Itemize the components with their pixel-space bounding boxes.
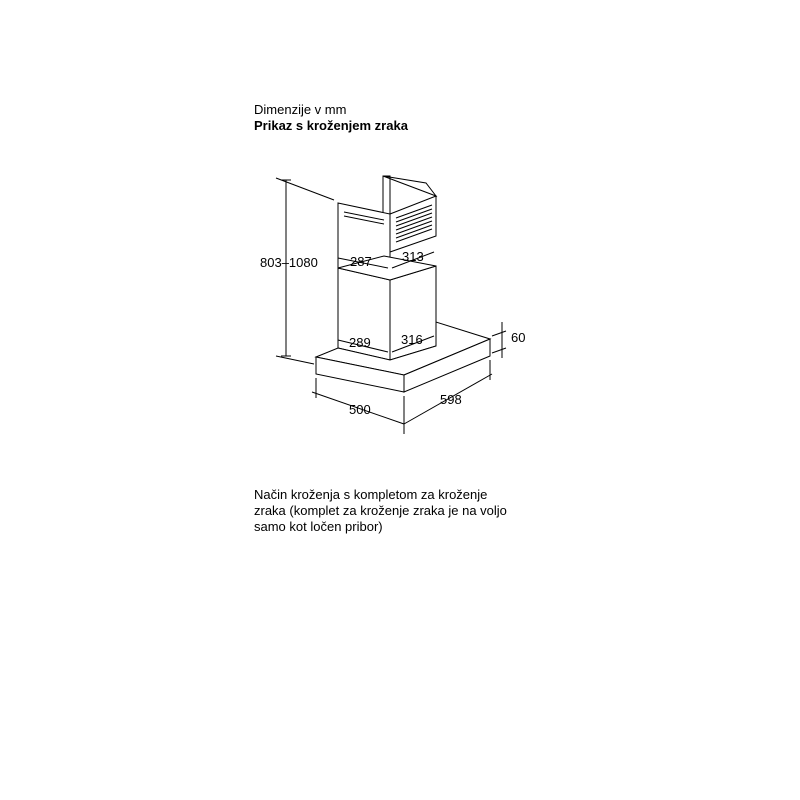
label-316: 316 <box>401 332 423 347</box>
label-height: 803–1080 <box>260 255 318 270</box>
label-289: 289 <box>349 335 371 350</box>
label-287: 287 <box>350 254 372 269</box>
view-title: Prikaz s kroženjem zraka <box>254 118 408 133</box>
thickness-dimension <box>492 322 506 358</box>
note-line-3: samo kot ločen pribor) <box>254 519 383 534</box>
note-line-1: Način kroženja s kompletom za kroženje <box>254 487 488 502</box>
units-caption: Dimenzije v mm <box>254 102 347 117</box>
label-60: 60 <box>511 330 526 345</box>
upper-chimney-top-edge <box>383 176 436 196</box>
label-598: 598 <box>440 392 462 407</box>
recirculation-note <box>254 487 554 535</box>
note-line-2: zraka (komplet za kroženje zraka je na voljo <box>254 503 507 518</box>
height-dimension <box>276 178 334 364</box>
upper-chimney-back-left <box>383 176 390 214</box>
label-313: 313 <box>402 249 424 264</box>
label-500: 500 <box>349 402 371 417</box>
